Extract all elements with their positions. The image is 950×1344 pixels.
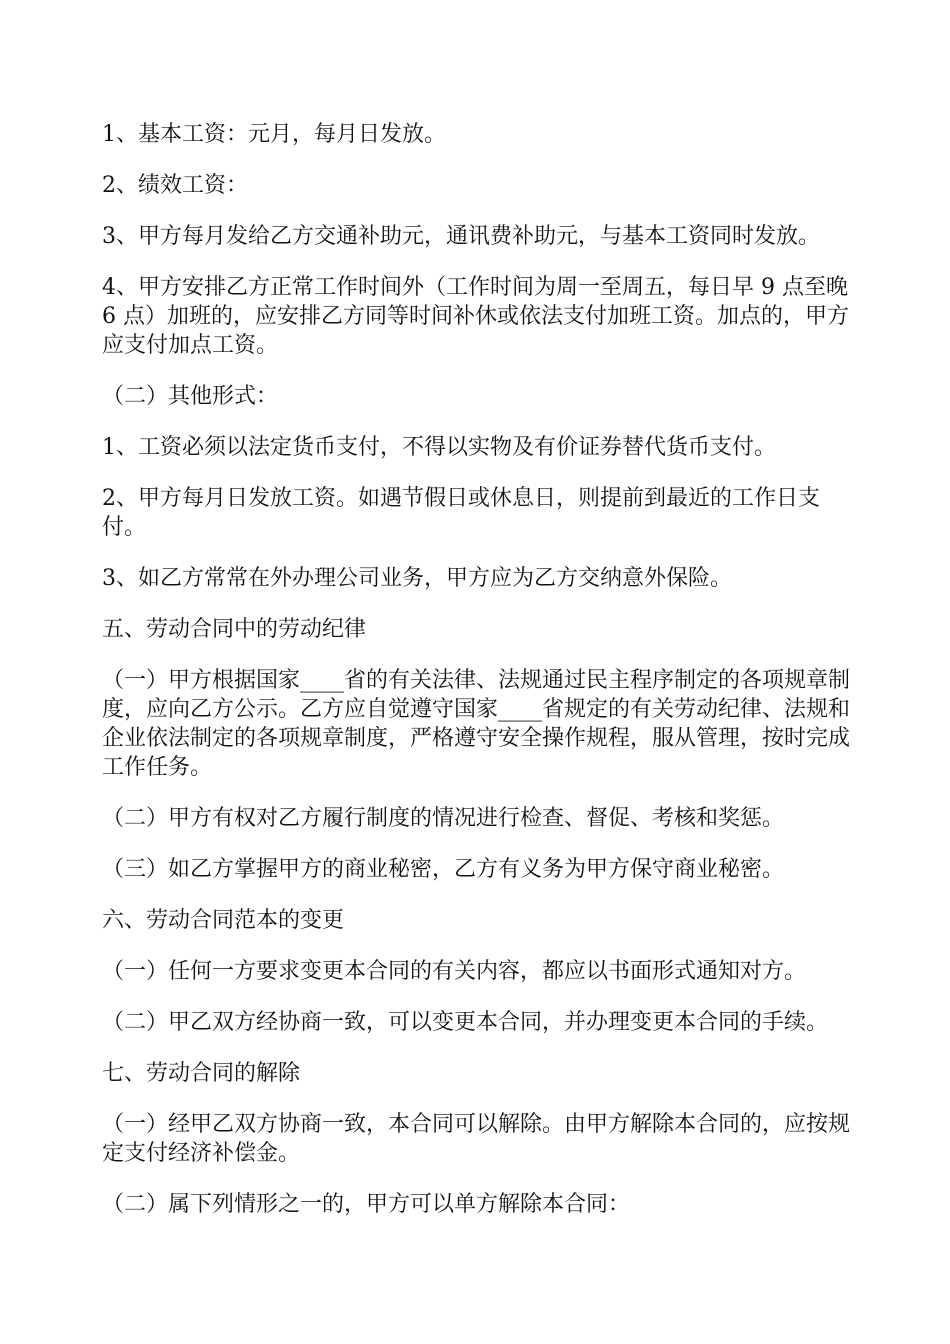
document-body <box>102 120 862 1241</box>
paragraph-overtime: 4、甲方安排乙方正常工作时间外（工作时间为周一至周五，每日早 9 点至晚 6 点）加班的，应安排乙方同等时间补休或依法支付加班工资。加点的，甲方应支付加点工资。 <box>102 275 855 358</box>
paragraph-wage-basic: 1、基本工资：元月，每月日发放。 <box>102 122 446 147</box>
paragraph-allowance: 3、甲方每月发给乙方交通补助元，通讯费补助元，与基本工资同时发放。 <box>102 224 820 249</box>
paragraph-termination-2: （二）属下列情形之一的，甲方可以单方解除本合同： <box>102 1192 631 1217</box>
paragraph-discipline-1: （一）甲方根据国家____省的有关法律、法规通过民主程序制定的各项规章制度，应向乙方公示。乙方应自觉遵守国家____省规定的有关劳动纪律、法规和企业依法制定的各项规章制度，严格遵守安全操作规程，服从管理，按时完成工作任务。 <box>102 668 851 780</box>
paragraph-modification-1: （一）任何一方要求变更本合同的有关内容，都应以书面形式通知对方。 <box>102 959 807 984</box>
paragraph-modification-2: （二）甲乙双方经协商一致，可以变更本合同，并办理变更本合同的手续。 <box>102 1010 829 1035</box>
paragraph-termination-1: （一）经甲乙双方协商一致，本合同可以解除。由甲方解除本合同的，应按规定支付经济补偿金。 <box>102 1112 851 1166</box>
paragraph-currency: 1、工资必须以法定货币支付，不得以实物及有价证券替代货币支付。 <box>102 435 776 460</box>
section-heading-modification: 六、劳动合同范本的变更 <box>102 908 345 933</box>
paragraph-discipline-3: （三）如乙方掌握甲方的商业秘密，乙方有义务为甲方保守商业秘密。 <box>102 857 785 882</box>
paragraph-other-forms-heading: （二）其他形式： <box>102 384 279 409</box>
section-heading-discipline: 五、劳动合同中的劳动纪律 <box>102 617 367 642</box>
paragraph-wage-performance: 2、绩效工资： <box>102 173 248 198</box>
paragraph-pay-date: 2、甲方每月日发放工资。如遇节假日或休息日，则提前到最近的工作日支付。 <box>102 486 820 540</box>
section-heading-termination: 七、劳动合同的解除 <box>102 1061 301 1086</box>
paragraph-discipline-2: （二）甲方有权对乙方履行制度的情况进行检查、督促、考核和奖惩。 <box>102 806 785 831</box>
paragraph-insurance: 3、如乙方常常在外办理公司业务，甲方应为乙方交纳意外保险。 <box>102 566 732 591</box>
